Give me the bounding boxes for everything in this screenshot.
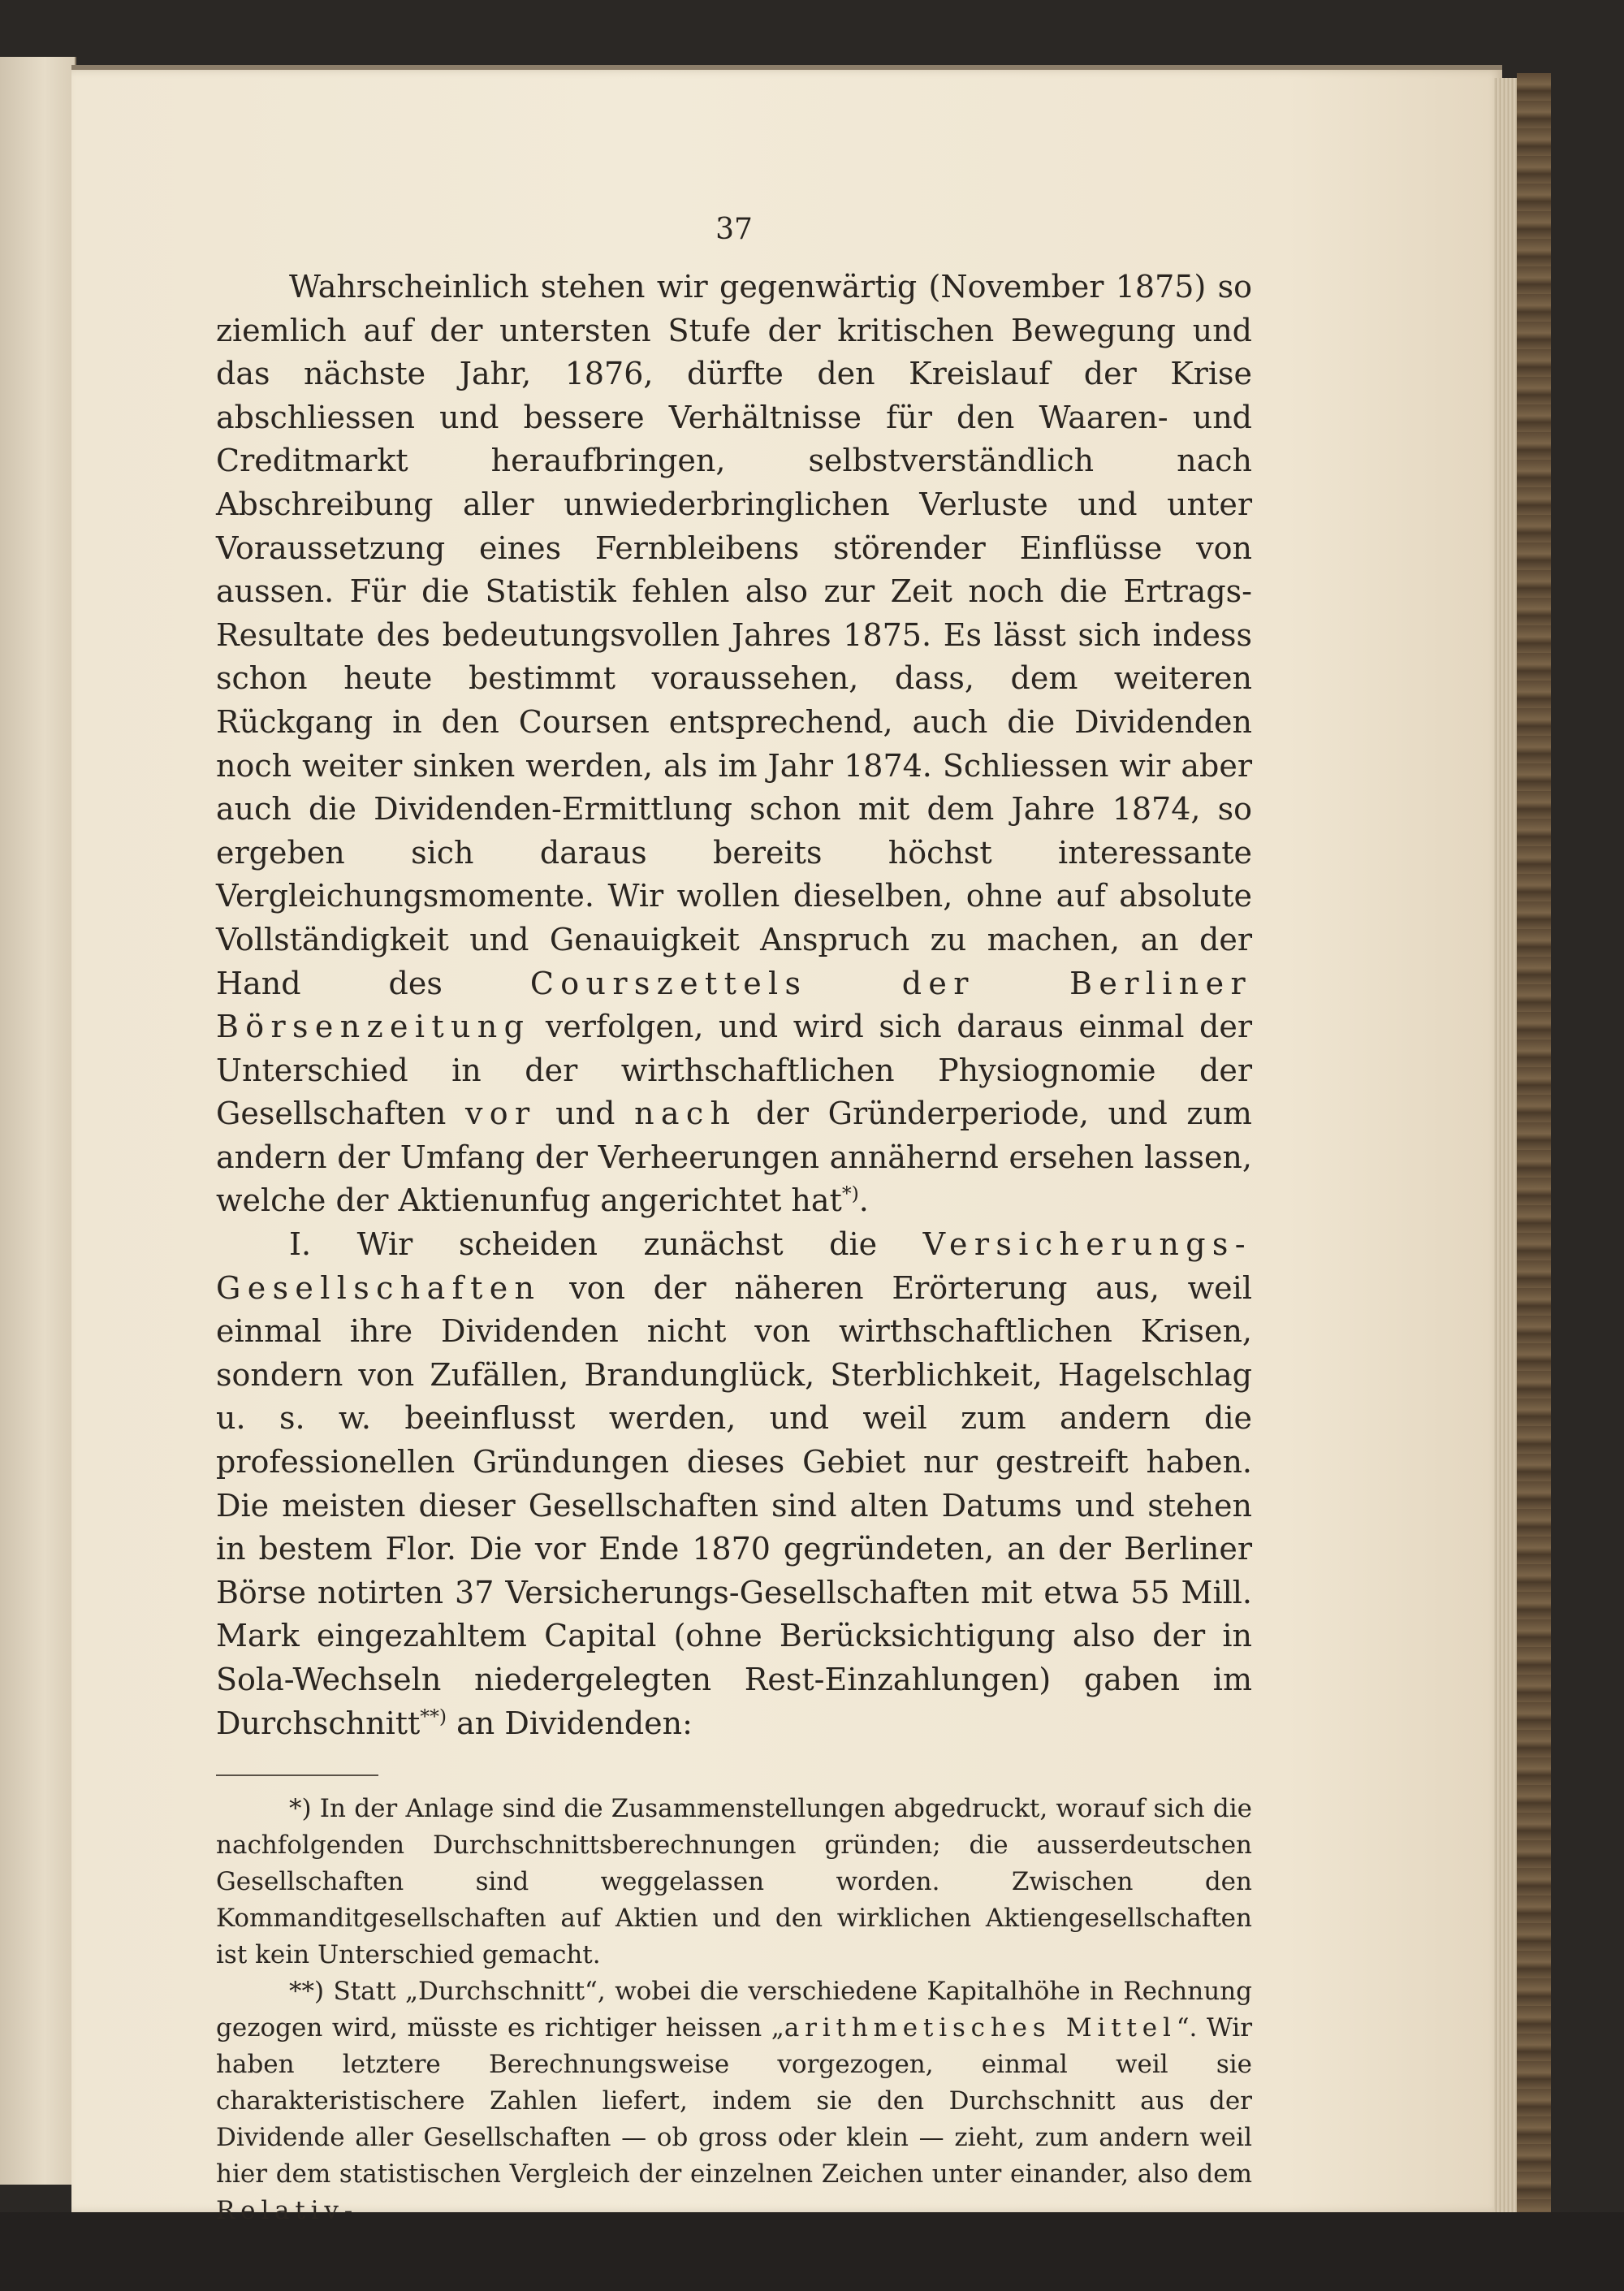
footnote-2-spaced-end: Relativ- [216, 2196, 359, 2226]
page-stack-edges [1494, 78, 1517, 2214]
footnote-2-spaced: arithmetisches Mittel [784, 2013, 1177, 2043]
paragraph-2 [216, 1223, 1252, 1745]
paragraph-1-spaced-nach: nach [634, 1096, 737, 1132]
paragraph-1-ending: der Gründerperiode, und zum andern der Umfang der Verheerungen annähernd ersehen lassen, welche der Aktienunfug angerichtet hat [216, 1096, 1252, 1219]
paragraph-2-spaced-title: Versicherungs-Gesellschaften [216, 1226, 1252, 1306]
paragraph-1-und: und [555, 1096, 615, 1132]
paragraph-2-ending: an Dividenden: [456, 1705, 693, 1741]
footnote-marker-2: **) [420, 1704, 447, 1727]
footnote-2-start: **) Statt „Durchschnitt“, wobei die verschiedene Kapitalhöhe in Rechnung gezogen wird, müsste es richtiger heissen „ [216, 1977, 1252, 2043]
footnote-2 [216, 1973, 1252, 2229]
paragraph-1-text: Wahrscheinlich stehen wir gegenwärtig (November 1875) so ziemlich auf der untersten Stufe der kritischen Bewegung und das nächste Jahr, 1876, dürfte den Kreislauf der Krise abschliessen und bessere Verhältnisse für den Waaren- und Creditmarkt heraufbringen, selbstverständlich nach Abschreibung aller unwiederbringlichen Verluste und unter Voraussetzung eines Fernbleibens störender Einflüsse von aussen. Für die Statistik fehlen also zur Zeit noch die Ertrags-Resultate des bedeutungsvollen Jahres 1875. Es lässt sich indess schon heute bestimmt voraussehen, dass, dem weiteren Rückgang in den Coursen entsprechend, auch die Dividenden noch weiter sinken werden, als im Jahr 1874. Schliessen wir aber auch die Dividenden-Ermittlung schon mit dem Jahre 1874, so ergeben sich daraus bereits höchst interessante Vergleichungsmomente. Wir wollen dieselben, ohne auf absolute Vollständigkeit und Genauigkeit Anspruch zu machen, an der Hand des [216, 269, 1252, 1001]
left-page-edge [0, 57, 76, 2185]
footnote-2-middle: “. Wir haben letztere Berechnungsweise vorgezogen, einmal weil sie charakteristischere Zahlen liefert, indem sie den Durchschnitt aus der Dividende aller Gesellschaften — ob gross oder klein — zieht, zum andern weil hier dem statistischen Vergleich der einzelnen Zeichen unter einander, also dem [216, 2013, 1253, 2189]
page-number: 37 [715, 213, 753, 246]
footnote-1: *) In der Anlage sind die Zusammenstellungen abgedruckt, worauf sich die nachfolgenden Durchschnittsberechnungen gründen; die ausserdeutschen Gesellschaften sind weggelassen worden. Zwischen den Kommanditgesellschaften auf Aktien und den wirklichen Aktiengesellschaften ist kein Unterschied gemacht. [216, 1794, 1252, 1970]
book-cover-edge [1517, 73, 1551, 2233]
paragraph-1 [216, 266, 1252, 1223]
page-content [216, 213, 1252, 2229]
paragraph-1-close: . [858, 1182, 869, 1219]
paragraph-1-spaced-title: Courszettels der Berliner Börsenzeitung [216, 965, 1252, 1045]
paragraph-1-spaced-vor: vor [464, 1096, 537, 1132]
paragraph-2-start: I. Wir scheiden zunächst die [289, 1226, 878, 1263]
footnote-marker-1: *) [841, 1182, 859, 1205]
paragraph-2-continuation: von der näheren Erörterung aus, weil einmal ihre Dividenden nicht von wirthschaftlichen Krisen, sondern von Zufällen, Brandunglück, Sterblichkeit, Hagelschlag u. s. w. beeinflusst werden, und weil zum andern die professionellen Gründungen dieses Gebiet nur gestreift haben. Die meisten dieser Gesellschaften sind alten Datums und stehen in bestem Flor. Die vor Ende 1870 gegründeten, an der Berliner Börse notirten 37 Versicherungs-Gesellschaften mit etwa 55 Mill. Mark eingezahltem Capital (ohne Berücksichtigung also der in Sola-Wechseln niedergelegten Rest-Einzahlungen) gaben im Durchschnitt [216, 1269, 1252, 1741]
body-text [216, 266, 1252, 1745]
footnote-divider [216, 1774, 378, 1776]
footnotes [216, 1791, 1252, 2229]
paragraph-1-continuation: verfolgen, und wird sich daraus einmal der Unterschied in der wirthschaftlichen Physiognomie der Gesellschaften [216, 1009, 1252, 1132]
